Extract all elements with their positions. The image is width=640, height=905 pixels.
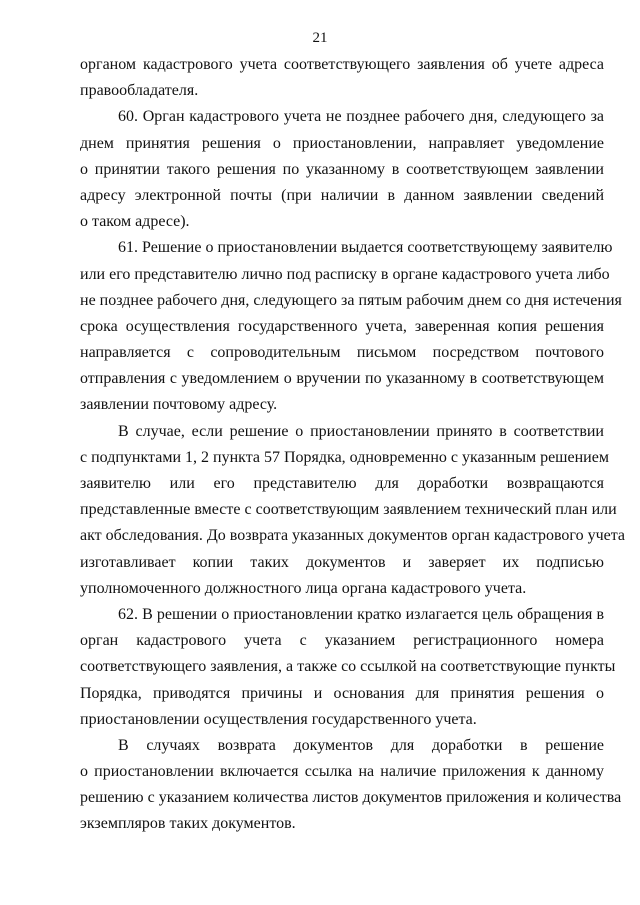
text-line: правообладателя. xyxy=(80,82,199,100)
text-line: изготавливает копии таких документов и заверяет их подписью xyxy=(80,553,604,571)
text-line: решению с указанием количества листов документов приложения и количества xyxy=(80,789,622,807)
paragraph-first-line: В случае, если решение о приостановлении принято в соответствии xyxy=(118,422,604,440)
text-line: с подпунктами 1, 2 пункта 57 Порядка, одновременно с указанным решением xyxy=(80,448,609,466)
text-line: Порядка, приводятся причины и основания для принятия решения о xyxy=(80,684,604,702)
text-line: приостановлении осуществления государственного учета. xyxy=(80,710,477,728)
text-line: соответствующего заявления, а также со ссылкой на соответствующие пункты xyxy=(80,658,616,676)
text-line: органом кадастрового учета соответствующего заявления об учете адреса xyxy=(80,56,604,73)
text-line: заявлении почтовому адресу. xyxy=(80,396,278,414)
text-line: срока осуществления государственного учета, заверенная копия решения xyxy=(80,317,604,335)
text-line: о приостановлении включается ссылка на наличие приложения к данному xyxy=(80,763,604,781)
document-body xyxy=(80,52,626,838)
text-line: акт обследования. До возврата указанных документов орган кадастрового учета xyxy=(80,527,626,545)
text-line: или его представителю лично под расписку в органе кадастрового учета либо xyxy=(80,265,610,283)
text-line: представленные вместе с соответствующим заявлением технический план или xyxy=(80,501,617,519)
text-line: о принятии такого решения по указанному в соответствующем заявлении xyxy=(80,160,604,178)
paragraph-first-line: 62. В решении о приостановлении кратко излагается цель обращения в xyxy=(118,605,604,623)
text-line: о таком адресе). xyxy=(80,213,190,231)
paragraph-first-line: В случаях возврата документов для доработки в решение xyxy=(118,736,604,754)
paragraph-first-line: 60. Орган кадастрового учета не позднее рабочего дня, следующего за xyxy=(118,108,604,126)
text-line: не позднее рабочего дня, следующего за пятым рабочим днем со дня истечения xyxy=(80,291,622,309)
text-line: направляется с сопроводительным письмом посредством почтового xyxy=(80,344,604,362)
text-line: днем принятия решения о приостановлении, направляет уведомление xyxy=(80,134,604,152)
text-line: отправления с уведомлением о вручении по указанному в соответствующем xyxy=(80,370,604,388)
text-line: орган кадастрового учета с указанием регистрационного номера xyxy=(80,632,604,650)
paragraph-first-line: 61. Решение о приостановлении выдается соответствующему заявителю xyxy=(118,239,613,257)
text-line: адресу электронной почты (при наличии в данном заявлении сведений xyxy=(80,186,604,204)
page-number: 21 xyxy=(312,30,328,46)
text-line: экземпляров таких документов. xyxy=(80,815,296,833)
text-line: уполномоченного должностного лица органа кадастрового учета. xyxy=(80,579,527,597)
text-line: заявителю или его представителю для доработки возвращаются xyxy=(80,475,604,492)
